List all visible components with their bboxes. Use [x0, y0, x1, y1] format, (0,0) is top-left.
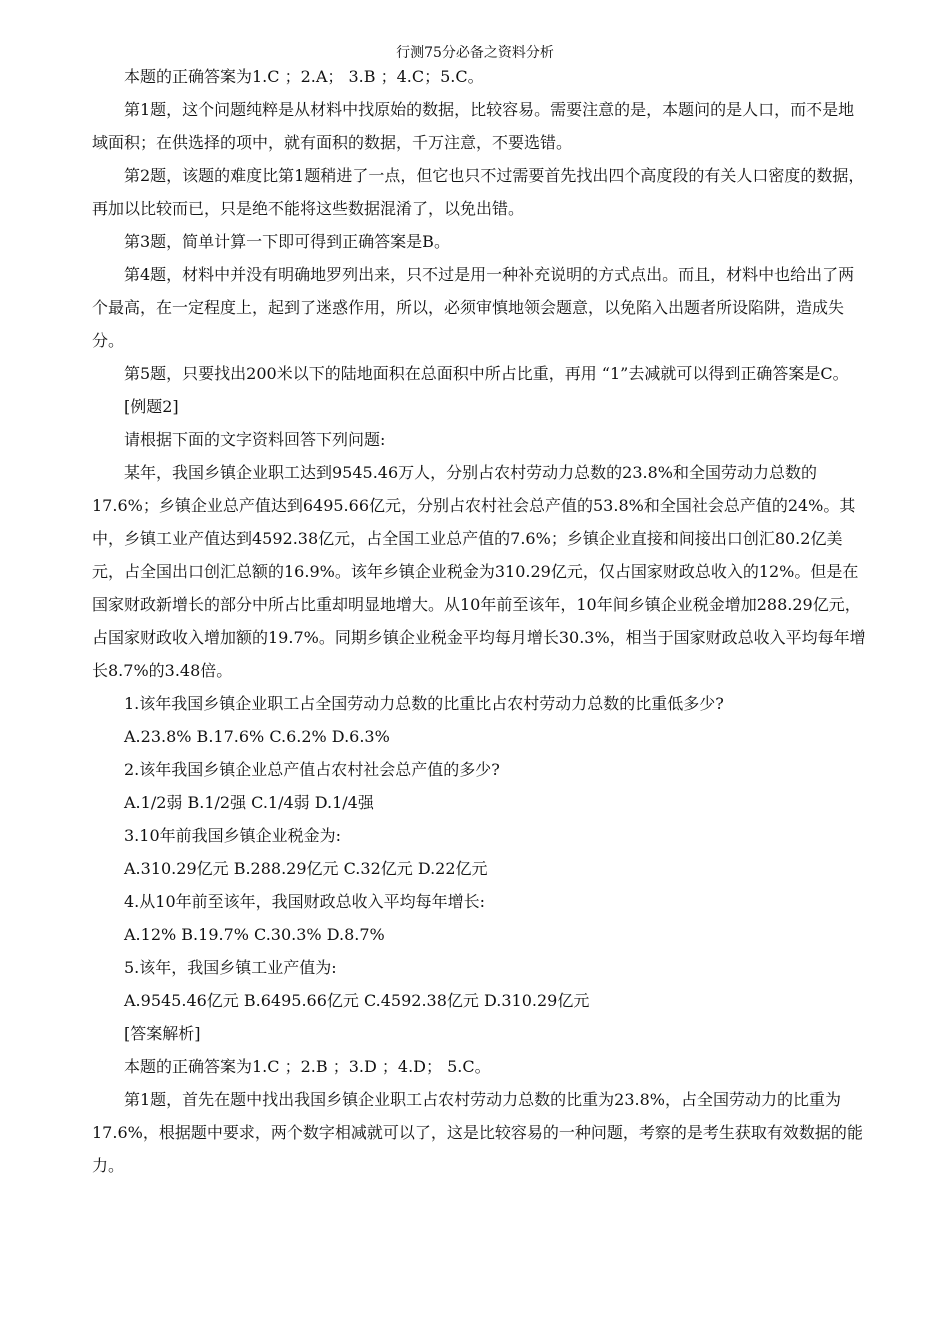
- instruction: 请根据下面的文字资料回答下列问题:: [124, 430, 386, 449]
- explanation-q2: 第2题，该题的难度比第1题稍进了一点，但它也只不过需要首先找出四个高度段的有关人口密度的数据，再加以比较而已，只是绝不能将这些数据混淆了，以免出错。: [92, 166, 865, 218]
- document-body: [92, 60, 868, 1182]
- question-5: 5.该年，我国乡镇工业产值为:: [124, 958, 337, 977]
- question-5-options: A.9545.46亿元 B.6495.66亿元 C.4592.38亿元 D.310.29亿元: [124, 991, 590, 1010]
- example2-heading: [例题2]: [124, 397, 179, 416]
- explanation-q3: 第3题，简单计算一下即可得到正确答案是B。: [124, 232, 450, 251]
- question-1-options: A.23.8% B.17.6% C.6.2% D.6.3%: [124, 727, 390, 746]
- explanation-q5: 第5题，只要找出200米以下的陆地面积在总面积中所占比重，再用 “1”去减就可以得到正确答案是C。: [124, 364, 849, 383]
- question-1: 1.该年我国乡镇企业职工占全国劳动力总数的比重比占农村劳动力总数的比重低多少?: [124, 694, 724, 713]
- question-3-options: A.310.29亿元 B.288.29亿元 C.32亿元 D.22亿元: [124, 859, 488, 878]
- source-material: 某年，我国乡镇企业职工达到9545.46万人，分别占农村劳动力总数的23.8%和全国劳动力总数的17.6%；乡镇企业总产值达到6495.66亿元，分别占农村社会总产值的53.8%和全国社会总产值的24%。其中，乡镇工业产值达到4592.38亿元，占全国工业总产值的7.6%；乡镇企业直接和间接出口创汇80.2亿美元，占全国出口创汇总额的16.9%。该年乡镇企业税金为310.29亿元，仅占国家财政总收入的12%。但是在国家财政新增长的部分中所占比重却明显地增大。从10年前至该年，10年间乡镇企业税金增加288.29亿元，占国家财政收入增加额的19.7%。同期乡镇企业税金平均每月增长30.3%，相当于国家财政总收入平均每年增长8.7%的3.48倍。: [92, 463, 866, 680]
- answer-line-example2: 本题的正确答案为1.C ；2.B ；3.D ；4.D； 5.C。: [124, 1057, 491, 1076]
- page-header: 行测75分必备之资料分析: [396, 45, 554, 61]
- question-2-options: A.1/2弱 B.1/2强 C.1/4弱 D.1/4强: [124, 793, 374, 812]
- question-3: 3.10年前我国乡镇企业税金为:: [124, 826, 342, 845]
- answer-analysis-heading: [答案解析]: [124, 1024, 201, 1043]
- question-4: 4.从10年前至该年，我国财政总收入平均每年增长:: [124, 892, 486, 911]
- question-4-options: A.12% B.19.7% C.30.3% D.8.7%: [124, 925, 385, 944]
- analysis-q1: 第1题，首先在题中找出我国乡镇企业职工占农村劳动力总数的比重为23.8%，占全国劳动力的比重为17.6%，根据题中要求，两个数字相减就可以了，这是比较容易的一种问题，考察的是考生获取有效数据的能力。: [92, 1090, 863, 1175]
- answer-line-example1: 本题的正确答案为1.C ；2.A； 3.B ；4.C；5.C。: [124, 67, 484, 86]
- explanation-q1: 第1题，这个问题纯粹是从材料中找原始的数据，比较容易。需要注意的是，本题问的是人口，而不是地域面积；在供选择的项中，就有面积的数据，千万注意，不要选错。: [92, 100, 855, 152]
- explanation-q4: 第4题，材料中并没有明确地罗列出来，只不过是用一种补充说明的方式点出。而且，材料中也给出了两个最高，在一定程度上，起到了迷惑作用，所以，必须审慎地领会题意，以免陷入出题者所设陷阱，造成失分。: [92, 265, 855, 350]
- question-2: 2.该年我国乡镇企业总产值占农村社会总产值的多少?: [124, 760, 500, 779]
